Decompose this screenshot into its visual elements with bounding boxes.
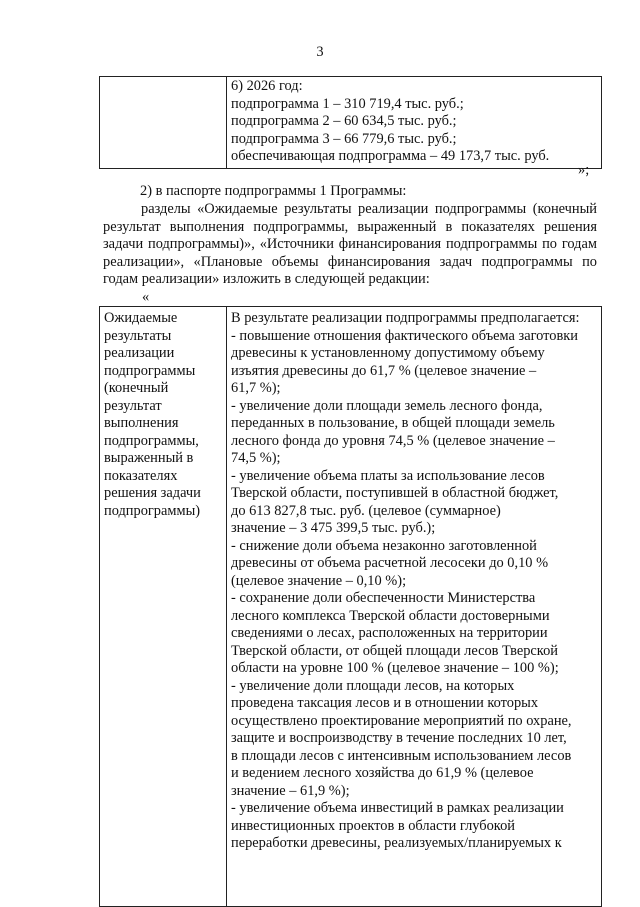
content-line: изъятия древесины до 61,7 % (целевое значение – — [231, 362, 537, 379]
funding-table — [99, 76, 602, 169]
label-line: результаты — [104, 327, 172, 344]
label-line: подпрограммы — [104, 362, 196, 379]
results-table — [99, 306, 602, 907]
content-line: значение – 3 475 399,5 тыс. руб.); — [231, 520, 436, 536]
label-line: выраженный в — [104, 450, 194, 466]
content-line: до 613 827,8 тыс. руб. (целевое (суммарное) — [231, 502, 501, 519]
label-line: подпрограммы, — [104, 432, 199, 449]
body-paragraph: разделы «Ожидаемые результаты реализации подпрограммы (конечный результат выполнения подпрограммы, выраженный в показателях решения задачи подпрограммы)», «Источники финансирования подпрограммы по годам реализации», «Плановые объемы финансирования задач подпрограммы по годам реализации» изложить в следующей редакции: — [103, 201, 597, 287]
page-number: 3 — [316, 44, 324, 60]
funding-line: подпрограмма 3 – 66 779,6 тыс. руб.; — [231, 130, 457, 147]
content-line: - сохранение доли обеспеченности Министерства — [231, 590, 536, 606]
results-label-cell — [100, 307, 227, 907]
label-line: показателях — [104, 467, 178, 484]
label-line: выполнения — [104, 415, 179, 431]
funding-line: обеспечивающая подпрограмма – 49 173,7 тыс. руб. — [231, 148, 550, 164]
content-line: 74,5 %); — [231, 450, 281, 466]
content-line: в площади лесов с интенсивным использованием лесов — [231, 747, 572, 764]
label-line: реализации — [104, 345, 175, 361]
content-line: В результате реализации подпрограммы предполагается: — [231, 310, 580, 326]
year-heading: 6) 2026 год: — [231, 78, 303, 94]
funding-table-label-cell — [100, 77, 227, 169]
content-line: - увеличение доли площади лесов, на которых — [231, 677, 515, 694]
content-line: переработки древесины, реализуемых/планируемых к — [231, 835, 562, 851]
content-line: - снижение доли объема незаконно заготовленной — [231, 537, 537, 554]
content-line: защите и воспроизводству в течение последних 10 лет, — [231, 730, 567, 746]
content-line: лесного комплекса Тверской области достоверными — [231, 607, 550, 624]
content-line: значение – 61,9 %); — [231, 782, 350, 799]
content-line: 61,7 %); — [231, 380, 281, 396]
results-content-cell — [227, 307, 602, 907]
content-line: переданных в пользование, в общей площади земель — [231, 415, 555, 431]
label-line: Ожидаемые — [104, 310, 178, 326]
content-line: Тверской области, от общей площади лесов Тверской — [231, 642, 558, 659]
label-line: подпрограммы) — [104, 502, 201, 519]
content-line: лесного фонда до уровня 74,5 % (целевое значение – — [231, 432, 555, 449]
content-line: древесины от объема расчетной лесосеки до 0,10 % — [231, 555, 549, 571]
content-line: - повышение отношения фактического объема заготовки — [231, 327, 578, 344]
funding-line: подпрограмма 2 – 60 634,5 тыс. руб.; — [231, 113, 457, 129]
content-line: Тверской области, поступившей в областной бюджет, — [231, 485, 559, 501]
label-line: результат — [104, 397, 162, 414]
label-line: (конечный — [104, 380, 169, 396]
content-line: - увеличение доли площади земель лесного фонда, — [231, 397, 543, 414]
content-line: древесины к установленному допустимому объему — [231, 345, 545, 361]
content-line: (целевое значение – 0,10 %); — [231, 572, 407, 589]
content-line: осуществлено проектирование мероприятий по охране, — [231, 712, 572, 729]
content-line: - увеличение объема инвестиций в рамках реализации — [231, 800, 564, 816]
funding-line: подпрограмма 1 – 310 719,4 тыс. руб.; — [231, 95, 464, 112]
open-quote: « — [142, 289, 150, 305]
item-intro: 2) в паспорте подпрограммы 1 Программы: — [140, 183, 407, 199]
label-line: решения задачи — [104, 485, 201, 501]
content-line: сведениями о лесах, расположенных на территории — [231, 625, 548, 641]
content-line: проведена таксация лесов и в отношении которых — [231, 695, 539, 711]
content-line: инвестиционных проектов в области глубокой — [231, 817, 515, 834]
content-line: - увеличение объема платы за использование лесов — [231, 467, 545, 484]
closing-quote: »; — [578, 162, 590, 178]
content-line: и ведением лесного хозяйства до 61,9 % (целевое — [231, 765, 534, 781]
funding-table-content-cell — [227, 77, 602, 169]
content-line: области на уровне 100 % (целевое значение – 100 %); — [231, 660, 559, 676]
